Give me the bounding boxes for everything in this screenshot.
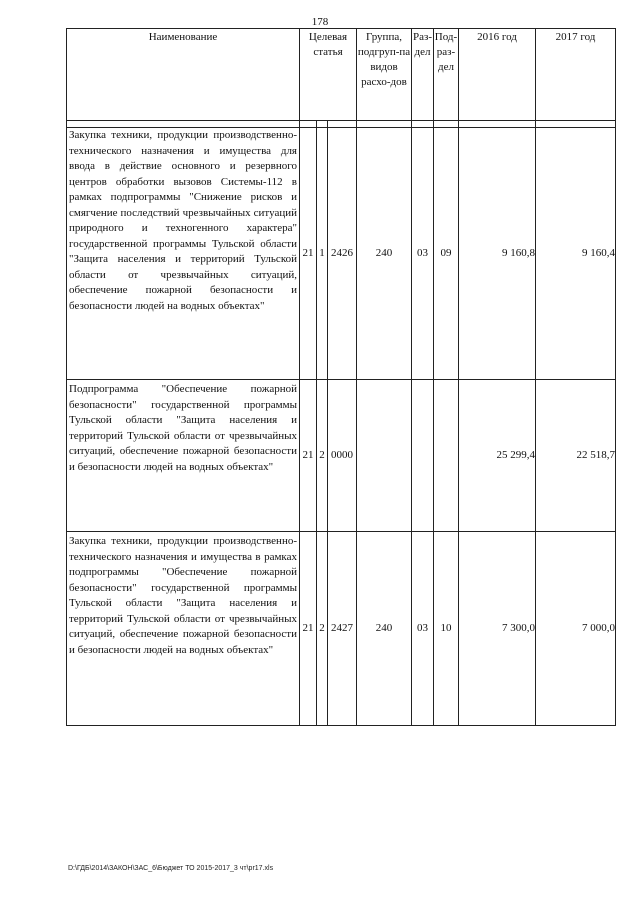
row-expense-group	[357, 380, 412, 532]
header-year-2017: 2017 год	[536, 29, 616, 121]
row-expense-group: 240	[357, 532, 412, 726]
row-amount-2017: 22 518,7	[536, 380, 616, 532]
page-number: 178	[311, 16, 329, 28]
row-subsection: 10	[434, 532, 459, 726]
row-section	[412, 380, 434, 532]
row-code-subprogram: 2	[317, 532, 328, 726]
row-amount-2016: 25 299,4	[459, 380, 536, 532]
row-subsection: 09	[434, 128, 459, 380]
table-row	[67, 380, 616, 532]
row-code-subprogram: 2	[317, 380, 328, 532]
header-target-article: Целевая статья	[300, 29, 357, 121]
row-amount-2016: 9 160,8	[459, 128, 536, 380]
row-subsection	[434, 380, 459, 532]
row-amount-2017: 9 160,4	[536, 128, 616, 380]
table-row	[67, 532, 616, 726]
row-name: Закупка техники, продукции производственно-технического назначения и имущества в рамках подпрограммы "Обеспечение пожарной безопасности" государственной программы Тульской области "Защита населения и территорий Тульской области от чрезвычайных ситуаций, обеспечение пожарной безопасности и безопасности людей на водных объектах"	[67, 532, 300, 726]
row-code-subprogram: 1	[317, 128, 328, 380]
table-spacer-row	[67, 121, 616, 128]
row-code-program: 21	[300, 380, 317, 532]
budget-table	[66, 28, 616, 726]
file-path-footer: D:\ГДБ\2014\ЗАКОН\ЗАС_6\Бюджет ТО 2015-2017_3 чт\pr17.xls	[68, 865, 274, 872]
table-row	[67, 128, 616, 380]
row-section: 03	[412, 128, 434, 380]
row-code-program: 21	[300, 532, 317, 726]
row-amount-2017: 7 000,0	[536, 532, 616, 726]
header-expense-group: Группа, подгруп-па видов расхо-дов	[357, 29, 412, 121]
row-code-program: 21	[300, 128, 317, 380]
header-subsection: Под-раз-дел	[434, 29, 459, 121]
row-code-direction: 0000	[328, 380, 357, 532]
row-expense-group: 240	[357, 128, 412, 380]
row-name: Подпрограмма "Обеспечение пожарной безопасности" государственной программы Тульской области "Защита населения и территорий Тульской области от чрезвычайных ситуаций, обеспечение пожарной безопасности и безопасности людей на водных объектах"	[67, 380, 300, 532]
table-header-row	[67, 29, 616, 121]
row-code-direction: 2427	[328, 532, 357, 726]
header-section: Раз-дел	[412, 29, 434, 121]
header-year-2016: 2016 год	[459, 29, 536, 121]
row-code-direction: 2426	[328, 128, 357, 380]
row-section: 03	[412, 532, 434, 726]
row-amount-2016: 7 300,0	[459, 532, 536, 726]
header-name: Наименование	[67, 29, 300, 121]
row-name: Закупка техники, продукции производственно-технического назначения и имущества для ввода в действие основного и резервного центров обработки вызовов Системы-112 в рамках подпрограммы "Снижение рисков и смягчение последствий чрезвычайных ситуаций природного и техногенного характера" государственной программы Тульской области "Защита населения и территорий Тульской области от чрезвычайных ситуаций, обеспечение пожарной безопасности и безопасности людей на водных объектах"	[67, 128, 300, 380]
